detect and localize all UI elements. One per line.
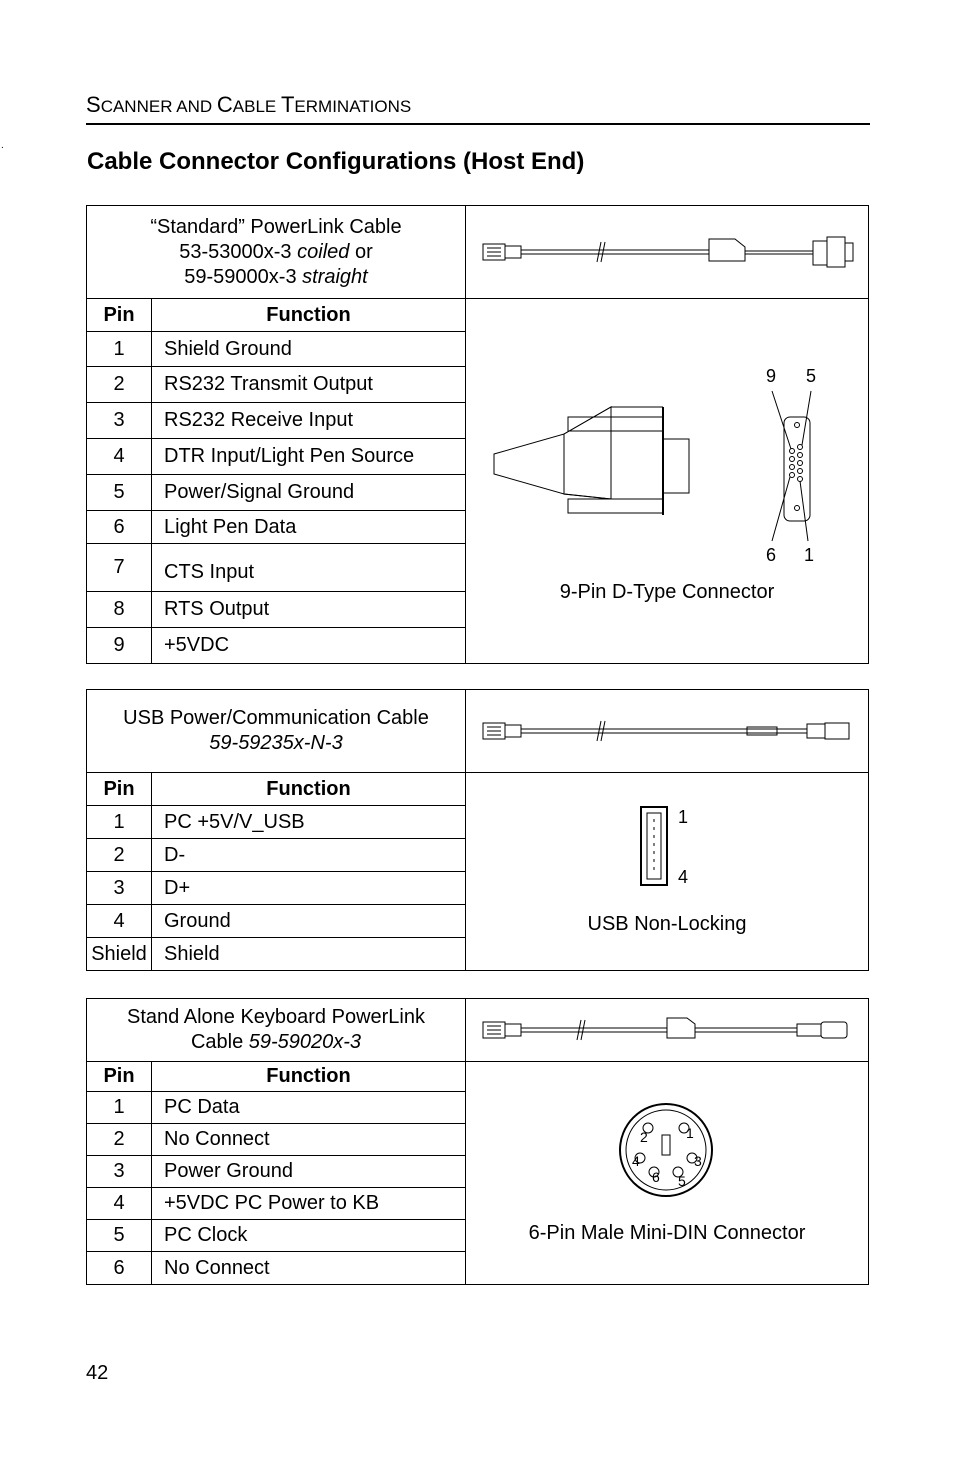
connector-caption: 9-Pin D-Type Connector (559, 581, 775, 603)
table-row: 4 DTR Input/Light Pen Source (87, 439, 869, 475)
pin-label-6: 6 (766, 545, 777, 565)
pin-label-5: 5 (678, 1173, 686, 1189)
pin-header: Pin (87, 1062, 152, 1092)
connector-caption: USB Non-Locking (587, 913, 747, 935)
usb-diagram (466, 773, 869, 971)
pin-header: Pin (87, 773, 152, 806)
function-header: Function (152, 773, 466, 806)
table-row: 1 PC +5V/V_USB (87, 806, 869, 839)
keyboard-cable-icon (477, 1008, 857, 1052)
keyboard-pinout-table (86, 998, 869, 1285)
table-row: 1 Shield Ground (87, 332, 869, 367)
table-row: 5 PC Clock (87, 1220, 869, 1252)
pin-label-6: 6 (652, 1169, 660, 1185)
mini-din-connector-icon (466, 1062, 869, 1286)
table-row: 6 Light Pen Data (87, 511, 869, 544)
function-header: Function (152, 299, 466, 332)
table-row: 3 D+ (87, 872, 869, 905)
table-row: 1 PC Data (87, 1092, 869, 1124)
pin-label-5: 5 (806, 366, 817, 386)
table-row: 7 CTS Input (87, 544, 869, 592)
table-row: Shield Shield (87, 938, 869, 971)
table-row: 4 Ground (87, 905, 869, 938)
table-row: 8 RTS Output (87, 592, 869, 628)
cable-drawing (466, 206, 869, 299)
usb-connector-icon (466, 773, 869, 971)
table-row: 4 +5VDC PC Power to KB (87, 1188, 869, 1220)
mini-din-diagram (466, 1062, 869, 1285)
cable-title: Stand Alone Keyboard PowerLink Cable 59-59020x-3 (87, 999, 466, 1062)
page-number: 42 (86, 1362, 109, 1384)
pin-label-1: 1 (686, 1125, 694, 1141)
pin-label-1: 1 (804, 545, 815, 565)
connector-caption: 6-Pin Male Mini-DIN Connector (528, 1222, 806, 1244)
cable-title: “Standard” PowerLink Cable 53-53000x-3 coiled or 59-59000x-3 straight (87, 206, 466, 299)
pin-label-1: 1 (678, 807, 689, 827)
table-row: 2 D- (87, 839, 869, 872)
cable-title: USB Power/Communication Cable 59-59235x-N-3 (87, 690, 466, 773)
table-row: 5 Power/Signal Ground (87, 475, 869, 511)
function-header: Function (152, 1062, 466, 1092)
table-row: 9 +5VDC (87, 628, 869, 664)
pin-label-9: 9 (766, 366, 777, 386)
cable-drawing (466, 999, 869, 1062)
table-row: 3 Power Ground (87, 1156, 869, 1188)
cable-drawing (466, 690, 869, 773)
table-row: 6 No Connect (87, 1252, 869, 1285)
table-row: 2 No Connect (87, 1124, 869, 1156)
pin-header: Pin (87, 299, 152, 332)
powerlink-pinout-table (86, 205, 869, 664)
stray-mark: . (1, 140, 4, 151)
rj45-cable-icon (477, 227, 857, 277)
pin-label-4: 4 (678, 867, 689, 887)
usb-cable-icon (477, 711, 857, 751)
page-header: SCANNER AND CABLE TERMINATIONS (86, 90, 870, 125)
usb-pinout-table (86, 689, 869, 971)
pin-label-4: 4 (632, 1153, 640, 1169)
pin-label-3: 3 (694, 1153, 702, 1169)
pin-label-2: 2 (640, 1129, 648, 1145)
table-row: 2 RS232 Transmit Output (87, 367, 869, 403)
table-row: 3 RS232 Receive Input (87, 403, 869, 439)
db9-diagram (466, 299, 869, 664)
db9-connector-icon (466, 299, 869, 659)
section-title: Cable Connector Configurations (Host End) (87, 148, 585, 175)
